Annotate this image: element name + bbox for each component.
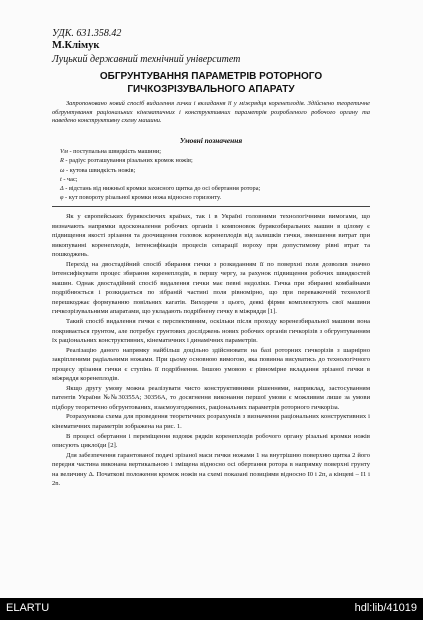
notation-text: - кутова швидкість ножів; [64, 166, 136, 174]
paragraph: В процесі обертання і переміщення вздовж рядків коренеплодів робочого органу різальні кромки ножів описують циклоїди [2]. [52, 432, 370, 450]
notation-item [60, 175, 360, 184]
notation-symbol: Vм [60, 148, 68, 155]
notation-text: - час; [61, 175, 78, 183]
author-name: М.Клімук [52, 40, 100, 51]
notation-text: - кут повороту різальної кромки ножа відносно горизонту. [63, 194, 222, 202]
notation-item [60, 156, 360, 165]
paragraph: Перехід на двостадійний спосіб збирання гички з розкиданням її по поверхні поля дозволив значно інтенсифікувати процес збирання коренеплодів, в першу чергу, за рахунок підвищення робочих швидкостей машин. Однак двостадійний спосіб видалення гички має певні недоліки. Гичка при збиранні комбайнами подрібнюється і розкидається по зібраній частині поля рівномірно, що при переважочній технології перешкоджає формуванню повільних кагатів. Виходячи з цього, деякі фірми комплектують свої машини гичкозрізувальними апаратами, що укладають подрібнену гичку в міжряддя [1]. [52, 260, 370, 316]
section-divider [52, 206, 370, 207]
affiliation: Луцький державний технічний університет [52, 54, 241, 65]
notation-text: - відстань від нижньої кромки захисного щитка до осі обертання ротора; [63, 185, 261, 193]
paragraph: Розрахункова схема для проведення теоретичних розрахунків з визначення раціональних конструктивних і кінематичних параметрів зображена на рис. 1. [52, 413, 370, 431]
notation-symbol: t [60, 175, 62, 183]
abstract: Запропоновано новий спосіб видалення гички і вкладання її у міжрядця коренеплодів. Здійснено теоретичне обгрунтування раціональних кінематичних і конструктивних параметрів розробленого робочого органу та наведено конструктивну схему машини. [52, 100, 370, 125]
udk-code: УДК. 631.358.42 [52, 28, 122, 39]
notation-symbol: R [60, 157, 64, 165]
repository-name: ELARTU [6, 602, 50, 614]
notation-item [60, 184, 360, 193]
notation-symbol: φ [60, 194, 64, 202]
notation-item [60, 147, 360, 156]
paragraph: Реалізацію даного напрямку найбільш доцільно здійснювати на базі роторних гичкорізів з шарнірно закріпленими радіальними ножами. При цьому основною вимогою, яка повинна висуватись до технологічного процесу зрізання гички є ступінь її подрібнення. Іншою умовою є рівномірне вкладання зрізаної гички в міжряддя коренеплодів. [52, 346, 370, 383]
paragraph: Для забезпечення гарантованої подачі зрізаної маси гички ножами 1 на внутрішню поверхню щитка 2 його передня частина виконана вертикальною і зміщена відносно осі обертання ротора в напрямку поверхні грунту на величину Δ. Початкові положення кромок ножів на схемі показані позиціями відносно I0 і 2п, а кінцеві – I1 і 2n. [52, 451, 370, 488]
notation-item [60, 166, 360, 175]
paragraph: Якщо другу умову можна реалізувати чисто конструктивними рішеннями, наприклад, застосуванням патентів України №№30355А; 30356А, то досягнення виконання першої умови є можливим лише за умови підбору теоретично обгрунтованих, взаємоузгоджених, раціональних параметрів роторного гичкоріза. [52, 384, 370, 411]
notation-text: - поступальна швидкість машини; [67, 148, 162, 155]
paper-title: ОБГРУНТУВАННЯ ПАРАМЕТРІВ РОТОРНОГО ГИЧКОЗРІЗУВАЛЬНОГО АПАРАТУ [99, 71, 323, 95]
notation-symbol: Δ [60, 185, 64, 193]
handle-id[interactable]: hdl:lib/41019 [354, 602, 417, 614]
notation-symbol: ω [60, 166, 65, 174]
paragraph: Як у європейських бурякосіючих країнах, так і в Україні головними технологічними вимогами, що визначають напрямки вдосконалення робочих органів і компоновок бурякозбиральних машин в цілому є підвищення якості зрізання та доочищення головок коренеплодів від залишків гички, зменшення витрат при викопуванні коренеплодів, інтенсифікація процесів сепарації вороху при допустимому рівні втрат та пошкоджень. [52, 213, 370, 259]
body-text [52, 212, 370, 489]
repository-footer [0, 598, 423, 620]
paragraph: Такий спосіб видалення гички є перспективним, оскільки після проходу коренезбиральної машини вона покривається грунтом, але потребує грунтових досліджень нових робочих органів гичкорізів з обгрунтуванням їх раціональних конструктивних, кінематичних і динамічних параметрів. [52, 318, 370, 345]
notation-heading: Умовні позначення [179, 136, 243, 145]
notation-item [60, 193, 360, 202]
notation-text: - радіус розташування різальних кромок ножів; [63, 157, 193, 165]
notation-list [60, 147, 360, 203]
